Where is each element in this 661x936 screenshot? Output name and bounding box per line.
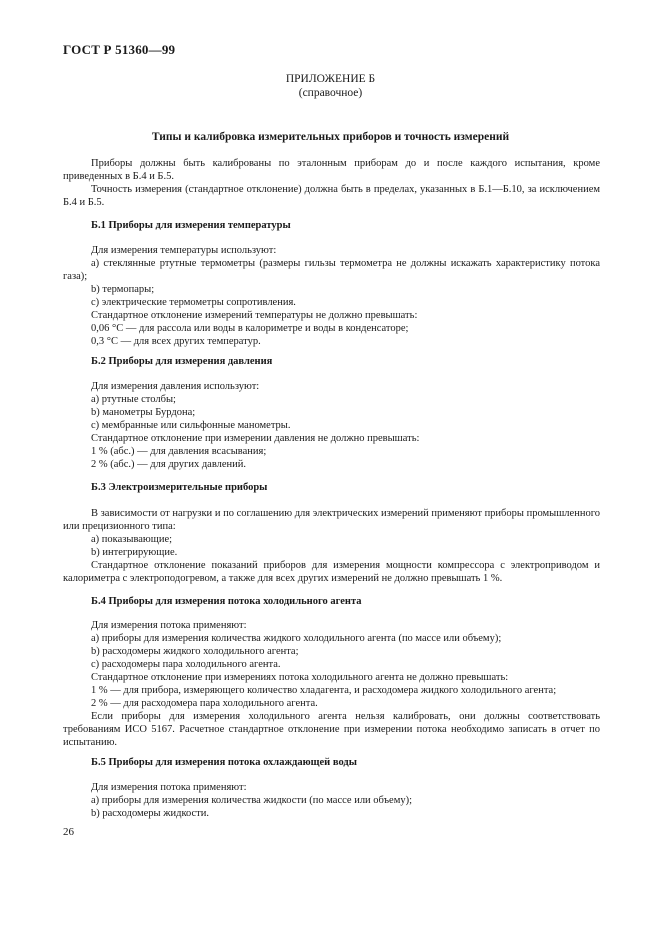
appendix-subtitle: (справочное) — [298, 87, 363, 99]
list-item: а) показывающие; — [91, 534, 173, 545]
section-b4-body — [63, 619, 600, 749]
document-header: ГОСТ Р 51360—99 — [63, 42, 176, 57]
text-line: 0,06 °С — для рассола или воды в калориметре и воды в конденсаторе; — [91, 323, 409, 334]
text-line: 2 % (абс.) — для других давлений. — [91, 459, 247, 470]
list-item: b) интегрирующие. — [91, 547, 178, 558]
section-b2-heading: Б.2 Приборы для измерения давления — [91, 356, 273, 367]
section-b5-body — [63, 781, 600, 820]
text-line: 1 % (абс.) — для давления всасывания; — [91, 446, 267, 457]
list-item: а) приборы для измерения количества жидкого холодильного агента (по массе или объему); — [91, 633, 502, 644]
page-number: 26 — [63, 826, 74, 838]
text-line: Для измерения потока применяют: — [91, 620, 247, 631]
text-line: Для измерения потока применяют: — [91, 782, 247, 793]
document-title: Типы и калибровка измерительных приборов и точность измерений — [151, 131, 510, 143]
section-b2-body — [63, 380, 600, 471]
intro-block — [63, 157, 600, 209]
section-b3-body — [63, 507, 600, 585]
text-line: 1 % — для прибора, измеряющего количество хладагента, и расходомера жидкого холодильного агента; — [91, 685, 557, 696]
text-line: 0,3 °С — для всех других температур. — [91, 336, 261, 347]
text-line: В зависимости от нагрузки и по соглашению для электрических измерений применяют приборы промышленного или прецизионного типа: — [63, 508, 600, 532]
section-b1-heading: Б.1 Приборы для измерения температуры — [91, 220, 291, 231]
list-item: а) стеклянные ртутные термометры (размеры гильзы термометра не должны искажать характеристику потока газа); — [63, 258, 600, 282]
text-line: Стандартное отклонение показаний приборов для измерения мощности компрессора с электроприводом и калориметра с электроподогревом, а также для всех других измерений не должно превышать 1 %. — [63, 560, 600, 584]
list-item: с) электрические термометры сопротивления. — [91, 297, 296, 308]
list-item: b) термопары; — [91, 284, 155, 295]
list-item: с) мембранные или сильфонные манометры. — [91, 420, 291, 431]
list-item: b) манометры Бурдона; — [91, 407, 196, 418]
appendix-title: ПРИЛОЖЕНИЕ Б — [285, 73, 376, 85]
list-item: а) приборы для измерения количества жидкости (по массе или объему); — [91, 795, 413, 806]
text-line: Стандартное отклонение при измерениях потока холодильного агента не должно превышать: — [91, 672, 509, 683]
text-line: 2 % — для расходомера пара холодильного агента. — [91, 698, 318, 709]
text-line: Стандартное отклонение при измерении давления не должно превышать: — [91, 433, 420, 444]
intro-paragraph-2: Точность измерения (стандартное отклонение) должна быть в пределах, указанных в Б.1—Б.10, за исключением Б.4 и Б.5. — [63, 184, 600, 208]
list-item: b) расходомеры жидкого холодильного агента; — [91, 646, 299, 657]
section-b3-heading: Б.3 Электроизмерительные приборы — [91, 482, 268, 493]
section-b4-heading: Б.4 Приборы для измерения потока холодильного агента — [91, 596, 362, 607]
list-item: с) расходомеры пара холодильного агента. — [91, 659, 281, 670]
text-line: Если приборы для измерения холодильного агента нельзя калибровать, они должны соответствовать требованиям ИСО 5167. Расчетное стандартное отклонение при измерении потока необходимо записать в отчет по испытанию. — [63, 711, 600, 748]
text-line: Для измерения давления используют: — [91, 381, 260, 392]
text-line: Для измерения температуры используют: — [91, 245, 277, 256]
text-line: Стандартное отклонение измерений температуры не должно превышать: — [91, 310, 418, 321]
intro-paragraph-1: Приборы должны быть калиброваны по эталонным приборам до и после каждого испытания, кроме приведенных в Б.4 и Б.5. — [63, 158, 600, 182]
section-b1-body — [63, 244, 600, 348]
list-item: b) расходомеры жидкости. — [91, 808, 210, 819]
list-item: а) ртутные столбы; — [91, 394, 176, 405]
appendix-heading — [0, 72, 661, 100]
section-b5-heading: Б.5 Приборы для измерения потока охлаждающей воды — [91, 757, 357, 768]
